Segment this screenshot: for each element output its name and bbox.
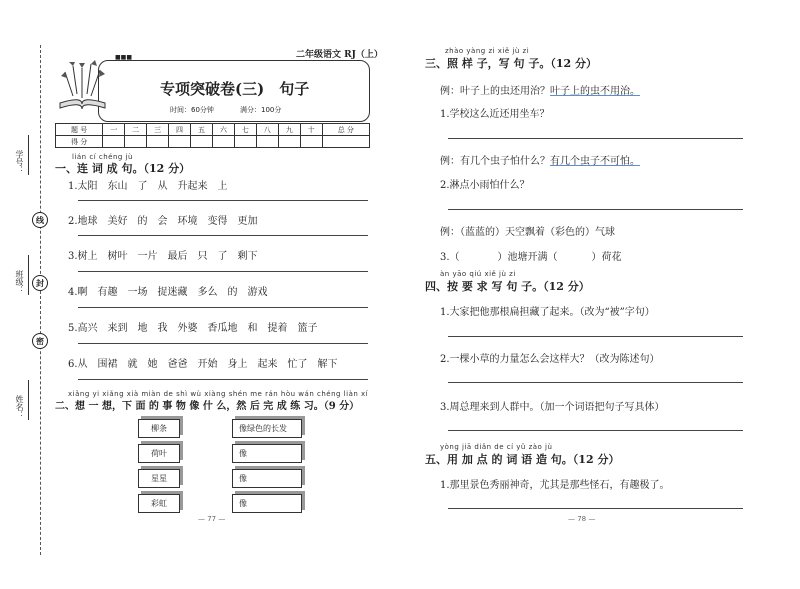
page-number-left: — 77 — xyxy=(198,515,226,523)
answer-line[interactable] xyxy=(78,343,368,344)
id-line xyxy=(28,135,29,175)
example-answer: 叶子上的虫不用治。 xyxy=(550,86,640,97)
page-title: 专项突破卷(三) 句子 xyxy=(160,80,310,98)
score-table-score-row xyxy=(56,136,370,148)
sec1-item-6: 6.从 围裙 就 她 爸爸 开始 身上 起来 忙了 解下 xyxy=(68,359,338,370)
seal-mi: 密 xyxy=(32,333,48,349)
q3-part-b: ）池塘开满（ xyxy=(497,252,558,263)
sec3-example-2 xyxy=(440,152,640,167)
table-cell: 八 xyxy=(256,124,278,136)
sec3-pinyin: zhào yàng zi xiě jù zi xyxy=(445,47,530,55)
score-input-cell[interactable] xyxy=(169,136,191,148)
sec4-item-1: 1.大家把他那根扁担藏了起来。（改为“被”字句） xyxy=(440,307,655,318)
name-label: 姓名： xyxy=(15,395,24,419)
sec5-title: 五、用 加 点 的 词 语 造 句。（12 分） xyxy=(425,453,620,466)
sec3-title: 三、照 样 子，写 句 子。（12 分） xyxy=(425,57,597,70)
sec3-example-3: 例：（蓝蓝的）天空飘着（彩色的）气球 xyxy=(440,227,615,238)
class-label: 班级： xyxy=(15,270,24,294)
student-id-label: 学号： xyxy=(15,150,24,174)
thing-box-willow: 柳条 xyxy=(138,419,180,438)
sec4-pinyin: àn yāo qiú xiě jù zi xyxy=(440,270,516,278)
thing-box-lotus-leaf: 荷叶 xyxy=(138,444,180,463)
score-table-header-row xyxy=(56,124,370,136)
sec4-title: 四、按 要 求 写 句 子。（12 分） xyxy=(425,280,590,293)
answer-line[interactable] xyxy=(448,138,743,139)
name-line xyxy=(28,380,29,420)
answer-line[interactable] xyxy=(78,271,368,272)
header-dots: ■■■ xyxy=(115,54,133,61)
sec4-item-3: 3.周总理来到人群中。（加一个词语把句子写具体） xyxy=(440,402,665,413)
score-input-cell[interactable] xyxy=(256,136,278,148)
score-input-cell[interactable] xyxy=(191,136,213,148)
score-label: 满分：100分 xyxy=(240,106,282,114)
sec1-item-4: 4.啊 有趣 一场 捉迷藏 多么 的 游戏 xyxy=(68,287,268,298)
score-input-cell[interactable] xyxy=(322,136,369,148)
sec3-example-1 xyxy=(440,82,640,97)
sec4-item-2: 2.一棵小草的力量怎么会这样大？（改为陈述句） xyxy=(440,354,660,365)
page-number-right: — 78 — xyxy=(568,515,596,523)
simile-box-4[interactable]: 像 xyxy=(232,494,302,513)
score-input-cell[interactable] xyxy=(103,136,125,148)
grade-label: 二年级语文 RJ（上） xyxy=(296,50,383,60)
answer-line[interactable] xyxy=(448,382,743,383)
answer-line[interactable] xyxy=(78,307,368,308)
answer-line[interactable] xyxy=(448,430,743,431)
class-line xyxy=(28,255,29,295)
sec1-item-3: 3.树上 树叶 一片 最后 只 了 剩下 xyxy=(68,251,258,262)
table-cell: 题 号 xyxy=(56,124,103,136)
simile-box-1: 像绿色的长发 xyxy=(232,419,302,438)
table-cell: 七 xyxy=(234,124,256,136)
seal-feng: 封 xyxy=(32,275,48,291)
thing-box-rainbow: 彩虹 xyxy=(138,494,180,513)
time-label: 时间：60分钟 xyxy=(170,106,214,114)
table-cell: 一 xyxy=(103,124,125,136)
simile-box-2[interactable]: 像 xyxy=(232,444,302,463)
sec1-item-1: 1.太阳 东山 了 从 升起来 上 xyxy=(68,181,228,192)
answer-line[interactable] xyxy=(448,336,743,337)
answer-line[interactable] xyxy=(78,200,368,201)
table-cell: 得 分 xyxy=(56,136,103,148)
example-answer: 有几个虫子不可怕。 xyxy=(550,156,640,167)
sec3-question-1: 1.学校这么近还用坐车？ xyxy=(440,109,550,120)
answer-line[interactable] xyxy=(448,508,743,509)
table-cell: 总 分 xyxy=(322,124,369,136)
answer-line[interactable] xyxy=(448,209,743,210)
thing-box-star: 星星 xyxy=(138,469,180,488)
sec2-title: 二、想 一 想，下 面 的 事 物 像 什 么，然 后 完 成 练 习。（9 分） xyxy=(55,401,360,412)
score-input-cell[interactable] xyxy=(234,136,256,148)
sec2-pinyin: xiǎng yi xiǎng xià miàn de shì wù xiàng shén me rán hòu wán chéng liàn xí xyxy=(68,390,369,398)
table-cell: 六 xyxy=(212,124,234,136)
sec1-title: 一、连 词 成 句。（12 分） xyxy=(55,162,191,175)
binding-dashed-line xyxy=(40,45,41,555)
sec5-pinyin: yòng jiā diǎn de cí yǔ zào jù xyxy=(440,443,553,451)
score-table xyxy=(55,123,370,148)
sec1-item-2: 2.地球 美好 的 会 环境 变得 更加 xyxy=(68,216,258,227)
table-cell: 三 xyxy=(147,124,169,136)
example-question: 例：有几个虫子怕什么？ xyxy=(440,156,550,167)
example-question: 例：叶子上的虫还用治？ xyxy=(440,86,550,97)
table-cell: 五 xyxy=(191,124,213,136)
table-cell: 九 xyxy=(278,124,300,136)
table-cell: 二 xyxy=(125,124,147,136)
book-illustration-icon xyxy=(55,58,110,113)
score-input-cell[interactable] xyxy=(147,136,169,148)
sec3-question-3 xyxy=(440,248,622,263)
sec1-pinyin: lián cí chéng jù xyxy=(72,153,133,161)
sec1-item-5: 5.高兴 来到 地 我 外婆 香瓜地 和 提着 篮子 xyxy=(68,323,318,334)
seal-xian: 线 xyxy=(32,212,48,228)
sec3-question-2: 2.淋点小雨怕什么？ xyxy=(440,180,530,191)
table-cell: 四 xyxy=(169,124,191,136)
score-input-cell[interactable] xyxy=(125,136,147,148)
score-input-cell[interactable] xyxy=(278,136,300,148)
q3-part-a: 3.（ xyxy=(440,252,460,263)
q3-part-c: ）荷花 xyxy=(591,252,622,263)
score-input-cell[interactable] xyxy=(300,136,322,148)
table-cell: 十 xyxy=(300,124,322,136)
sec5-question-1: 1.那里景色秀丽神奇，尤其是那些怪石，有趣极了。 xyxy=(440,480,670,491)
answer-line[interactable] xyxy=(78,235,368,236)
simile-box-3[interactable]: 像 xyxy=(232,469,302,488)
score-input-cell[interactable] xyxy=(212,136,234,148)
answer-line[interactable] xyxy=(78,379,368,380)
